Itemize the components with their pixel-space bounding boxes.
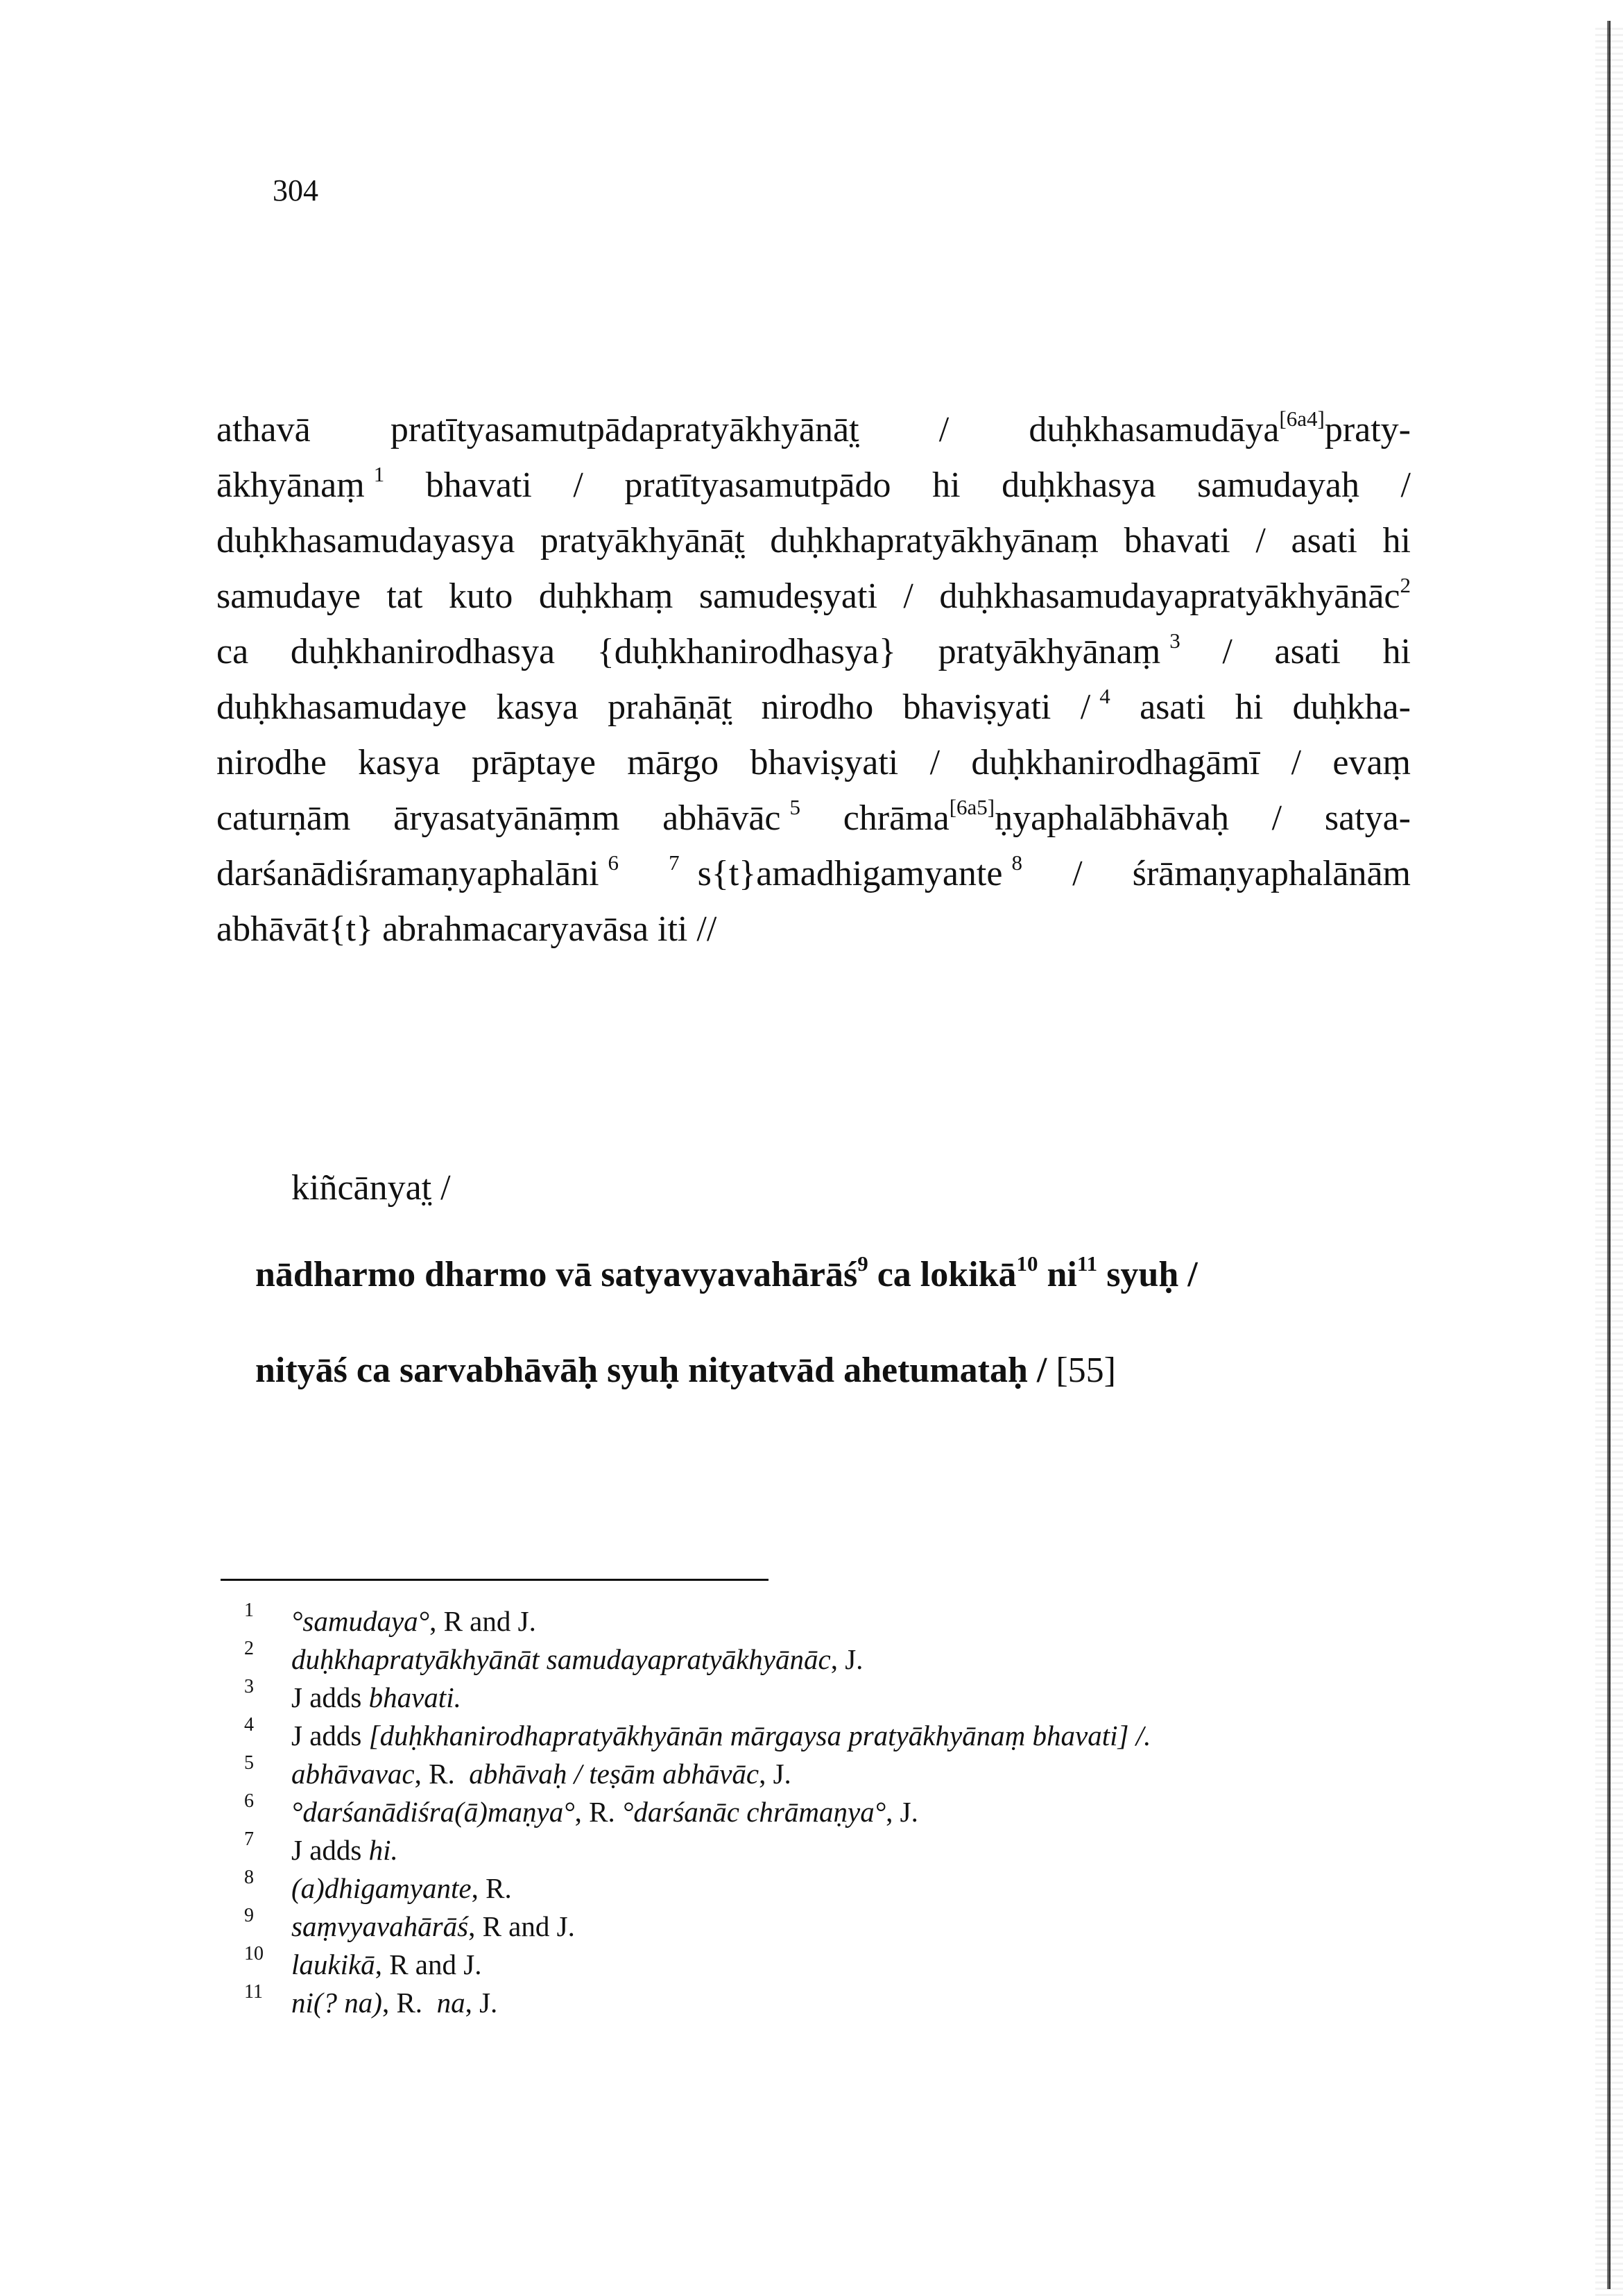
word: / xyxy=(1255,521,1266,560)
word: prāptaye xyxy=(471,743,596,782)
word: duḥkhanirodhagāmī xyxy=(971,743,1260,782)
verse-line-1: nādharmo dharmo vā satyavyavahārāś$^9$ ca lokikā$^{10}$ $ni^{11}$ syuḥ / xyxy=(255,1251,1198,1294)
footnote-text: J adds bhavati. xyxy=(291,1681,461,1713)
footnote xyxy=(244,1752,1151,1793)
word: / xyxy=(929,743,941,782)
footnote xyxy=(244,1602,1151,1640)
paragraph-line-3 xyxy=(216,513,1411,569)
word: duḥkhasya xyxy=(1002,465,1156,505)
footnote-text: J adds hi. xyxy=(291,1834,398,1866)
footnote xyxy=(244,1640,1151,1679)
verse-number: [55] xyxy=(1047,1351,1116,1390)
word: / xyxy=(1291,743,1302,782)
word: evaṃ xyxy=(1332,743,1411,782)
word: pratītyasamutpādo xyxy=(624,465,891,505)
footnote xyxy=(244,1943,1151,1984)
footnote-number: 2 xyxy=(244,1638,254,1659)
word: // xyxy=(696,909,717,949)
word: / xyxy=(1222,632,1233,671)
word: abhāvāc $^5$ xyxy=(662,795,800,838)
footnote-ref: 9 xyxy=(857,1251,868,1276)
footnotes xyxy=(244,1602,1151,2022)
word: kasya xyxy=(358,743,440,782)
word: asati xyxy=(1274,632,1341,671)
word: iti xyxy=(658,909,688,949)
paragraph-line-4 xyxy=(216,569,1411,624)
word: duḥkhanirodhasya xyxy=(290,632,556,671)
word: prahāṇāt̤ xyxy=(608,687,732,727)
footnote-ref: 3 xyxy=(1169,628,1180,653)
word: nirodho xyxy=(761,687,874,727)
folio-marker: [6a5] xyxy=(949,795,995,819)
footnote-number: 3 xyxy=(244,1676,254,1697)
word: bhavati xyxy=(1124,521,1230,560)
footnote xyxy=(244,1981,1151,2022)
word: nirodhe xyxy=(216,743,327,782)
word: duḥkha- xyxy=(1292,687,1411,727)
paragraph-line-10 xyxy=(216,902,1411,957)
word: duḥkhasamudayasya xyxy=(216,521,515,560)
word: samudeṣyati xyxy=(698,576,877,616)
footnote-divider xyxy=(221,1579,768,1581)
paragraph-line-8 xyxy=(216,791,1411,846)
footnote-text: °darśanādiśra(ā)maṇya°, R. °darśanāc chrāmaṇya°, J. xyxy=(291,1796,918,1828)
footnote-text: saṃvyavahārāś, R and J. xyxy=(291,1910,575,1942)
footnote-text: °samudaya°, R and J. xyxy=(291,1605,536,1637)
footnote-text: duḥkhapratyākhyānāt samudayapratyākhyānāc, J. xyxy=(291,1643,864,1675)
footnote xyxy=(244,1905,1151,1946)
word: / xyxy=(1072,854,1083,893)
word: samudaye xyxy=(216,576,361,616)
word: bhaviṣyati xyxy=(750,743,899,782)
word: mārgo xyxy=(627,743,719,782)
word: ca xyxy=(216,632,249,671)
footnote-number: 6 xyxy=(244,1790,254,1812)
footnote-text: ni(? na), R. na, J. xyxy=(291,1987,498,2019)
word: kasya xyxy=(496,687,578,727)
paragraph-line-1 xyxy=(216,402,1411,458)
footnote-text: laukikā, R and J. xyxy=(291,1948,482,1980)
word: samudayaḥ xyxy=(1197,465,1359,505)
word: chrāma[6a5]ṇyaphalābhāvaḥ xyxy=(843,795,1229,838)
word: kuto xyxy=(448,576,513,616)
verse-line-2: nityāś ca sarvabhāvāḥ syuḥ nityatvād ahetumataḥ / [55] xyxy=(255,1351,1116,1390)
word: pratyākhyānāt̤ xyxy=(540,521,745,560)
footnote xyxy=(244,1714,1151,1755)
paragraph-line-5 xyxy=(216,624,1411,680)
footnote-number: 8 xyxy=(244,1867,254,1888)
word: pratyākhyānaṃ $^3$ xyxy=(938,628,1180,671)
word: bhaviṣyati xyxy=(902,687,1051,727)
word: bhavati xyxy=(425,465,532,505)
footnote-text: abhāvavac, R. abhāvaḥ / teṣām abhāvāc, J. xyxy=(291,1758,791,1790)
word: hi xyxy=(932,465,961,505)
word: āryasatyānāṃm xyxy=(393,798,620,838)
word: / xyxy=(573,465,583,505)
word: darśanādiśramaṇyaphalāni $^6$ xyxy=(216,850,619,893)
word: duḥkhasamudāya[6a4]praty- xyxy=(1029,406,1411,449)
footnote xyxy=(244,1676,1151,1717)
word: hi xyxy=(1382,521,1411,560)
page-edge-shadow xyxy=(1595,28,1623,2296)
word: / xyxy=(938,410,950,449)
main-paragraph xyxy=(216,402,1411,957)
paragraph-line-7 xyxy=(216,735,1411,791)
paragraph-line-9 xyxy=(216,846,1411,902)
word: athavā xyxy=(216,410,311,449)
word: duḥkhapratyākhyānaṃ xyxy=(770,521,1099,560)
word: / xyxy=(1271,798,1282,838)
footnote-number: 9 xyxy=(244,1905,254,1926)
word: caturṇām xyxy=(216,798,351,838)
footnote xyxy=(244,1790,1151,1831)
word: / $^4$ xyxy=(1080,684,1110,727)
word: abrahmacaryavāsa xyxy=(382,909,649,949)
word: satya- xyxy=(1324,798,1411,838)
footnote-number: 4 xyxy=(244,1714,254,1736)
footnote-number: 5 xyxy=(244,1752,254,1774)
footnote-text: J adds [duḥkhanirodhapratyākhyānān mārgaysa pratyākhyānaṃ bhavati] /. xyxy=(291,1720,1151,1751)
footnote-ref: 8 xyxy=(1011,850,1022,875)
footnote-text: (a)dhigamyante, R. xyxy=(291,1872,512,1904)
paragraph-line-6 xyxy=(216,680,1411,735)
word: abhāvāt{t} xyxy=(216,909,374,949)
word: duḥkhaṃ xyxy=(538,576,673,616)
word: hi xyxy=(1382,632,1411,671)
footnote-ref: 4 xyxy=(1099,684,1110,708)
page-number: 304 xyxy=(273,173,318,207)
footnote-number: 7 xyxy=(244,1828,254,1850)
footnote-ref: 11 xyxy=(1076,1251,1098,1276)
word: pratītyasamutpādapratyākhyānāt̤ xyxy=(390,410,859,449)
footnote-ref: 1 xyxy=(373,462,385,486)
footnote xyxy=(244,1869,1151,1908)
footnote xyxy=(244,1828,1151,1869)
footnote-number: 1 xyxy=(244,1600,254,1621)
word: / xyxy=(1400,465,1411,505)
word: duḥkhasamudayapratyākhyānāc$^2$ xyxy=(939,573,1411,616)
footnote-ref: 7 xyxy=(669,850,680,875)
footnote-number: 11 xyxy=(244,1981,263,2003)
word: śrāmaṇyaphalānām xyxy=(1132,854,1411,893)
word: hi xyxy=(1235,687,1264,727)
word: / xyxy=(903,576,913,616)
word: tat xyxy=(386,576,423,616)
footnote-ref: 5 xyxy=(789,795,800,819)
footnote-ref: 2 xyxy=(1400,573,1411,597)
kincanyat-heading: kiñcānyat̤ / xyxy=(291,1168,451,1208)
word: asati xyxy=(1140,687,1206,727)
paragraph-line-2 xyxy=(216,458,1411,513)
word: ākhyānaṃ $^1$ xyxy=(216,462,385,505)
word: {duḥkhanirodhasya} xyxy=(596,632,896,671)
footnote-ref: 10 xyxy=(1016,1251,1038,1276)
word: asati xyxy=(1291,521,1357,560)
footnote-ref: 6 xyxy=(608,850,619,875)
footnote-number: 10 xyxy=(244,1943,264,1964)
word: $^7$ s{t}amadhigamyante $^8$ xyxy=(669,850,1022,893)
folio-marker: [6a4] xyxy=(1279,406,1325,431)
word: duḥkhasamudaye xyxy=(216,687,467,727)
